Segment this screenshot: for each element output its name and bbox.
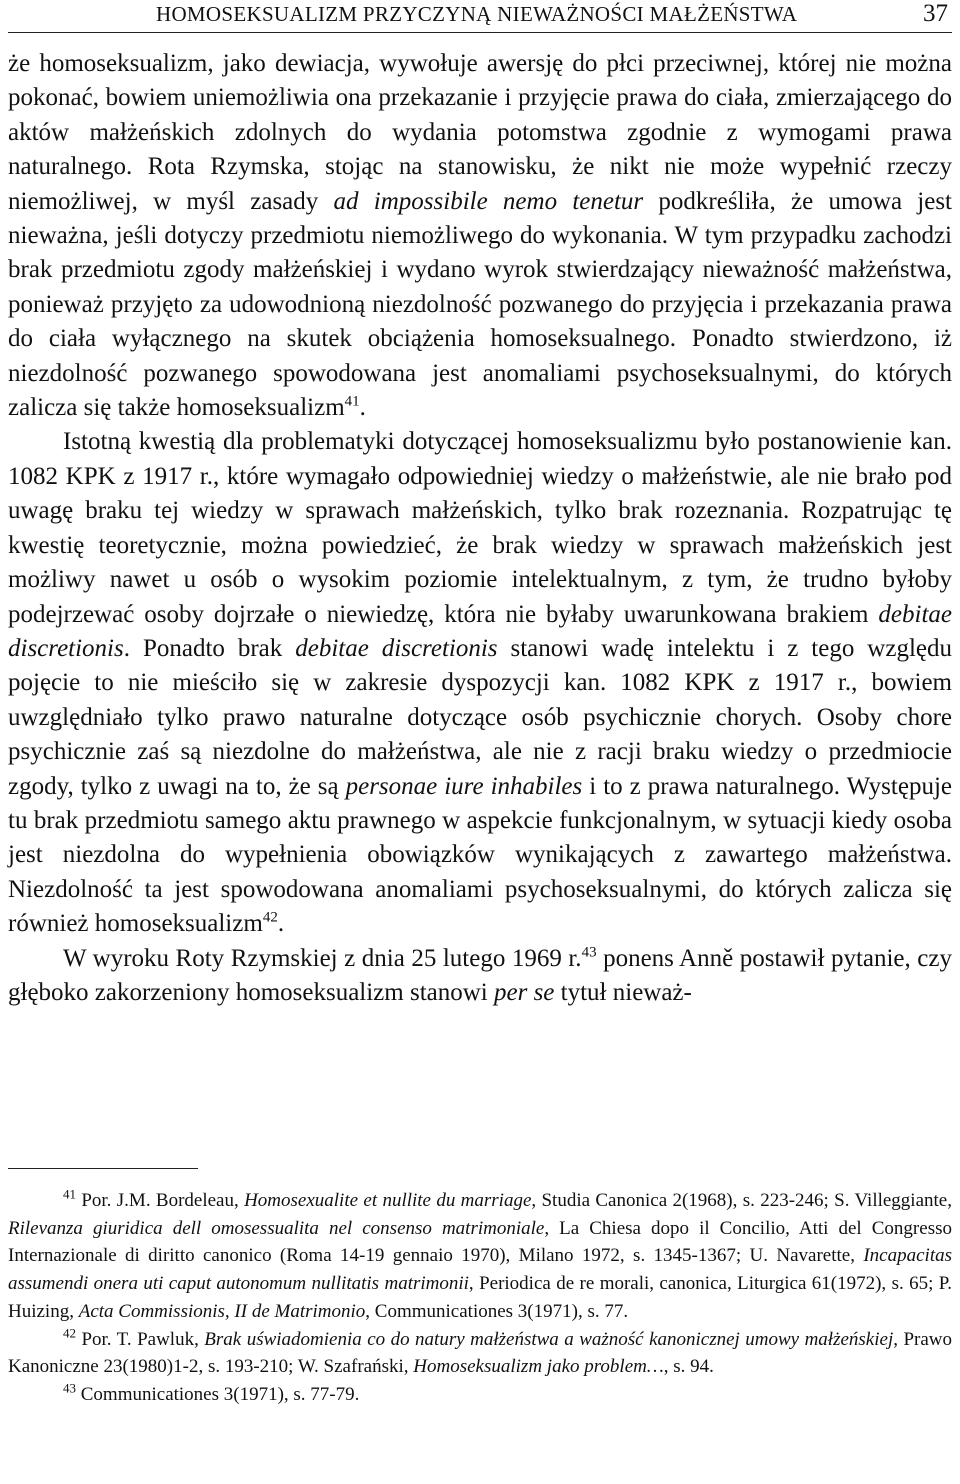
text-run: tytuł nieważ- xyxy=(554,978,692,1006)
text-run: , Periodica de re morali, canonica, Liturgica 61(1972), s. 65; P. Huizing, xyxy=(8,1273,952,1322)
text-run: , Studia Canonica 2(1968), s. 223-246; S. Villeggiante, xyxy=(531,1190,952,1211)
text-run: podkreśliła, że umowa jest nieważna, jeśli dotyczy przedmiotu niemożliwego do wykonania. W tym przypadku zachodzi brak przedmiotu zgody małżeńskiej i wydano wyrok stwierdzający nieważność małżeństwa, ponieważ przyjęto za udowodnioną niezdolność pozwanego do przyjęcia i przekazania prawa do ciała wyłącznego na skutek obciążenia homoseksualnego. Ponadto stwierdzono, iż niezdolność pozwanego spowodowana jest anomaliami psychoseksualnymi, do których zalicza się także homoseksualizm xyxy=(8,187,953,422)
latin-phrase: debitae discretionis xyxy=(295,634,498,662)
footnote-42 xyxy=(8,1326,952,1381)
latin-phrase: personae iure inhabiles xyxy=(345,772,583,800)
page-number: 37 xyxy=(923,0,948,27)
text-run: W wyroku Roty Rzymskiej z dnia 25 lutego 1969 r. xyxy=(63,944,582,972)
running-header xyxy=(8,2,952,33)
running-title: HOMOSEKSUALIZM PRZYCZYNĄ NIEWAŻNOŚCI MAŁŻEŃSTWA xyxy=(156,2,798,26)
footnote-number: 41 xyxy=(63,1186,76,1202)
text-run: , Communicationes 3(1971), s. 77. xyxy=(365,1300,629,1322)
citation-title: Incapacitas assumendi onera uti caput autonomum nullitatis matrimonii xyxy=(8,1245,952,1295)
footnote-ref-42: 42 xyxy=(262,909,278,926)
citation-title: Acta Commissionis, II de Matrimonio xyxy=(78,1300,366,1322)
paragraph-2 xyxy=(8,425,952,941)
text-run: że homoseksualizm, jako dewiacja, wywołuje awersję do płci przeciwnej, której nie można pokonać, bowiem uniemożliwia ona przekazanie i przyjęcie prawa do ciała, zmierzającego do aktów małżeńskich zdolnych do wydania potomstwa zgodnie z wymogami prawa naturalnego. Rota Rzymska, stojąc na stanowisku, że nikt nie może wypełnić rzeczy niemożliwej, w myśl zasady xyxy=(8,50,952,215)
paragraph-3 xyxy=(8,942,952,1011)
text-run: . Ponadto brak xyxy=(123,634,296,662)
text-run: , La Chiesa dopo il Concilio, Atti del Congresso Internazionale di diritto canonico (Roma 14-19 gennaio 1970), Milano 1972, s. 1345-1367; U. Navarette, xyxy=(8,1217,952,1267)
text-run: i to z prawa naturalnego. Występuje tu brak przedmiotu samego aktu prawnego w aspekcie funkcjonalnym, w sytuacji kiedy osoba jest niezdolna do wypełnienia obowiązków wynikających z zawartego małżeństwa. Niezdolność ta jest spowodowana anomaliami psychoseksualnymi, do których zalicza się również homoseksualizm xyxy=(8,772,952,938)
latin-phrase: per se xyxy=(494,978,555,1006)
footnote-ref-41: 41 xyxy=(344,393,360,410)
text-run: , s. 94. xyxy=(663,1356,714,1378)
footnote-separator xyxy=(8,1168,198,1169)
footnote-number: 43 xyxy=(63,1380,76,1396)
text-run: , Prawo Kanoniczne 23(1980)1-2, s. 193-210; W. Szafrański, xyxy=(8,1328,952,1378)
citation-title: Rilevanza giuridica dell omosessualita nel consenso matrimoniale xyxy=(8,1217,545,1239)
text-run: Communicationes 3(1971), s. 77-79. xyxy=(76,1383,360,1405)
footnote-41 xyxy=(8,1187,952,1326)
paragraph-1 xyxy=(8,47,952,425)
citation-title: Homoseksualizm jako problem… xyxy=(413,1356,664,1378)
footnotes xyxy=(8,1187,952,1409)
footnote-number: 42 xyxy=(63,1325,76,1341)
text-run: Istotną kwestią dla problematyki dotyczącej homoseksualizmu było postanowienie kan. 1082 KPK z 1917 r., które wymagało odpowiedniej wiedzy o małżeństwie, ale nie brało pod uwagę braku tej wiedzy w sprawach małżeńskich, tylko brak rozeznania. Rozpatrując tę kwestię teoretycznie, można powiedzieć, że brak wiedzy w sprawach małżeńskich jest możliwy nawet u osób o wysokim poziomie intelektualnym, z tym, że trudno byłoby podejrzewać osoby dojrzałe o niewiedzę, która nie byłaby uwarunkowana brakiem xyxy=(8,428,952,628)
text-run: Por. T. Pawluk, xyxy=(76,1328,205,1350)
text-run: Por. J.M. Bordeleau, xyxy=(76,1190,245,1211)
citation-title: Homosexualite et nullite du marriage xyxy=(244,1190,532,1211)
main-text xyxy=(8,47,952,1010)
text-run: . xyxy=(277,910,285,938)
footnote-ref-43: 43 xyxy=(581,944,597,961)
footnote-43 xyxy=(8,1381,952,1409)
text-run: stanowi wadę intelektu i z tego względu pojęcie to nie mieściło się w zakresie dyspozycji kan. 1082 KPK z 1917 r., bowiem uwzględniało tylko prawo naturalne dotyczące osób psychicznie chorych. Osoby chore psychicznie zaś są niezdolne do małżeństwa, ale nie z racji braku wiedzy o przedmiocie zgody, tylko z uwagi na to, że są xyxy=(8,634,952,800)
latin-phrase: debitae discretionis xyxy=(8,600,952,662)
text-run: ponens Anně postawił pytanie, czy głęboko zakorzeniony homoseksualizm stanowi xyxy=(8,944,952,1006)
latin-phrase: ad impossibile nemo tenetur xyxy=(333,187,644,215)
text-run: . xyxy=(359,394,366,422)
citation-title: Brak uświadomienia co do natury małżeństwa a ważność kanonicznej umowy małżeńskiej xyxy=(204,1328,894,1350)
